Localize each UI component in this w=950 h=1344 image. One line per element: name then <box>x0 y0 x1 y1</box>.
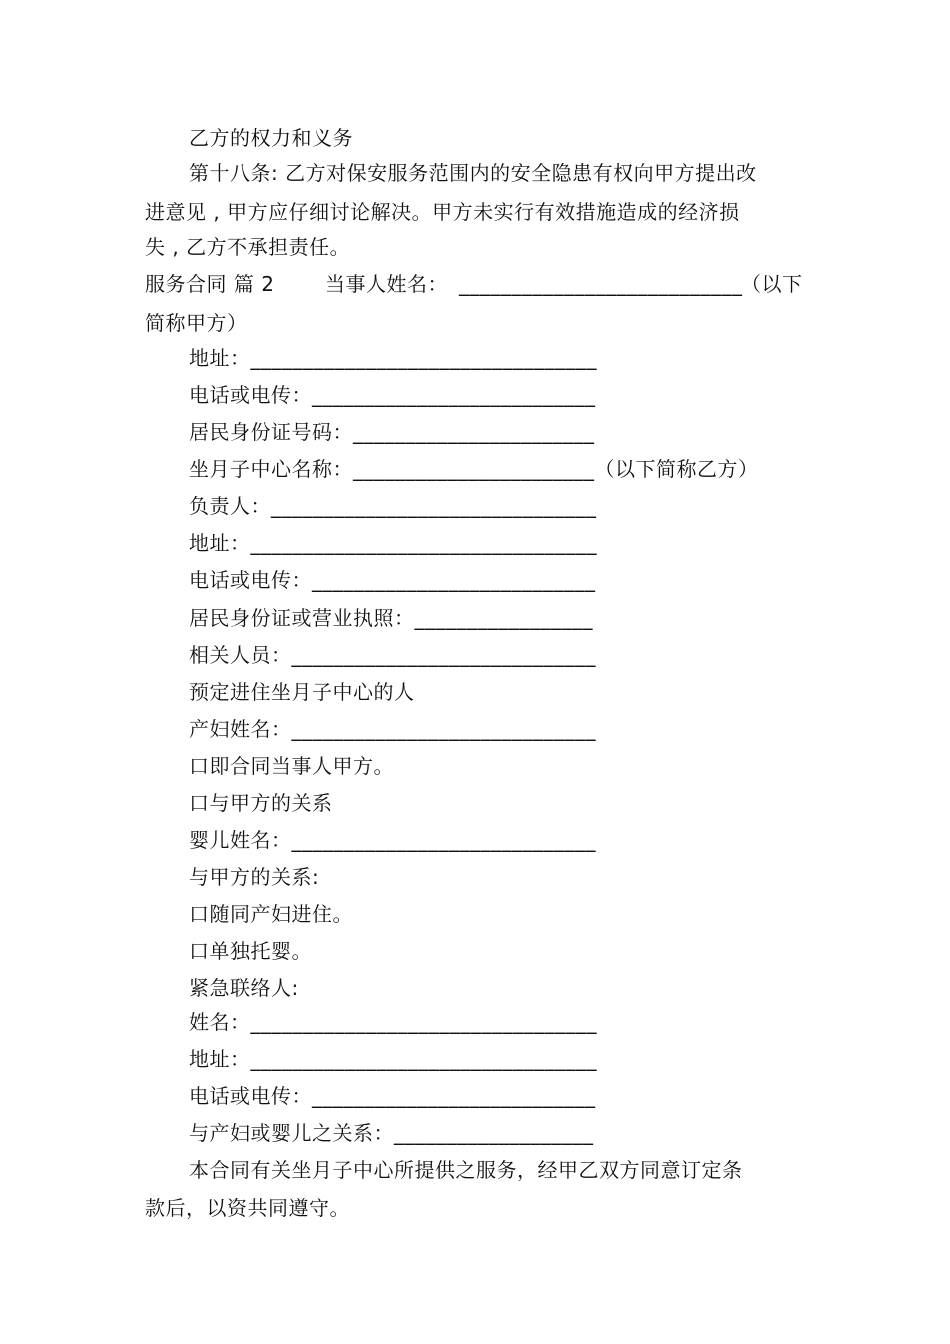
field-line: 坐月子中心名称：_______________________（以下简称乙方） <box>189 457 759 481</box>
field-line: 产妇姓名：_____________________________ <box>189 717 596 741</box>
field-line: 口与甲方的关系 <box>189 791 333 815</box>
field-line: 地址：_________________________________ <box>189 531 597 555</box>
field-line: 口单独托婴。 <box>189 939 312 963</box>
field-line: 电话或电传：___________________________ <box>189 568 596 592</box>
article-18-line-1: 第十八条: 乙方对保安服务范围内的安全隐患有权向甲方提出改 <box>189 161 757 185</box>
field-line: 口随同产妇进住。 <box>189 902 353 926</box>
field-line: 口即合同当事人甲方。 <box>189 754 394 778</box>
party-name-blank: ___________________________ <box>459 272 743 296</box>
article-18-line-3: 失 , 乙方不承担责任。 <box>145 235 351 259</box>
closing-line-2: 款后，以资共同遵守。 <box>145 1196 350 1220</box>
section-heading: 乙方的权力和义务 <box>189 126 353 150</box>
field-line: 婴儿姓名：_____________________________ <box>189 828 596 852</box>
field-line: 姓名：_________________________________ <box>189 1010 597 1034</box>
field-line: 电话或电传：___________________________ <box>189 383 596 407</box>
field-line: 相关人员：_____________________________ <box>189 643 596 667</box>
field-line: 电话或电传：___________________________ <box>189 1084 596 1108</box>
field-line: 预定进住坐月子中心的人 <box>189 680 415 704</box>
field-line: 居民身份证号码：_______________________ <box>189 420 595 444</box>
field-line: 与产妇或婴儿之关系：___________________ <box>189 1121 594 1145</box>
contract-title: 服务合同 篇 2 <box>145 272 275 296</box>
field-line: 地址：_________________________________ <box>189 346 597 370</box>
party-suffix: （以下 <box>741 272 803 296</box>
party-suffix-cont: 简称甲方） <box>145 311 248 335</box>
field-line: 地址：_________________________________ <box>189 1047 597 1071</box>
party-name-label: 当事人姓名： <box>325 272 448 296</box>
field-line: 与甲方的关系: <box>189 865 320 889</box>
field-line: 居民身份证或营业执照：_________________ <box>189 606 593 630</box>
article-18-line-2: 进意见 , 甲方应仔细讨论解决。甲方未实行有效措施造成的经济损 <box>145 200 740 224</box>
field-line: 负责人：_______________________________ <box>189 494 597 518</box>
closing-line-1: 本合同有关坐月子中心所提供之服务，经甲乙双方同意订定条 <box>189 1158 743 1182</box>
field-line: 紧急联络人: <box>189 976 299 1000</box>
